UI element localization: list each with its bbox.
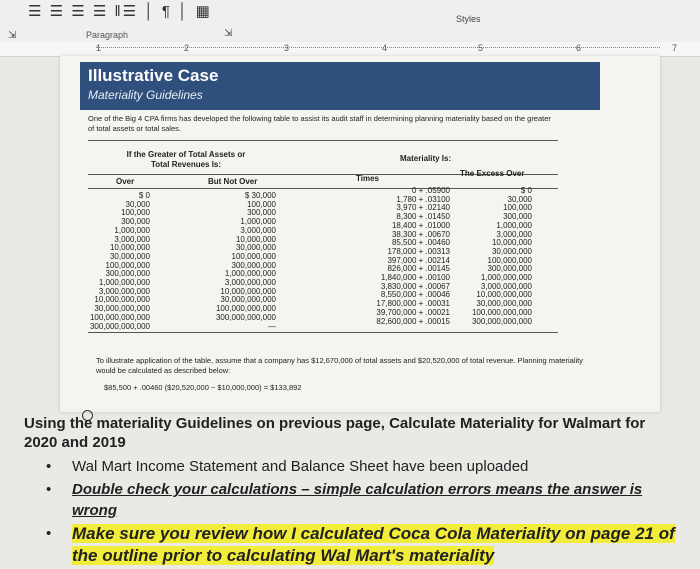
table-cell: 18,400 + .01000 [391,220,450,230]
table-cell: — [268,321,276,331]
table-cell: 100,000,000 [231,251,276,261]
col-header-excess: The Excess Over [460,169,525,178]
table-cell: 178,000 + .00313 [387,246,450,256]
divider [88,332,558,333]
paragraph-tools-icons[interactable]: ☰ ☰ ☰ ☰ ‖☰ │ ¶ │ ▦ [28,3,212,20]
table-cell: 30,000,000 [109,251,150,261]
table-cell: $ 30,000 [244,191,276,200]
col-header-over: Over [116,177,135,186]
intro-paragraph: One of the Big 4 CPA firms has developed the following table to assist its audit staff in determining planning materiality based on the greater of total assets or total sales. [88,114,551,133]
table-cell: 300,000,000,000 [215,312,276,322]
table-cell: 1,840,000 + .00100 [380,273,450,283]
table-cell: 30,000 [507,194,532,204]
styles-group-label: Styles [456,14,481,24]
table-cell: 10,000,000 [235,234,276,244]
table-cell: 1,000,000 [496,220,532,230]
bullet-list [40,456,680,569]
ruler-number: 5 [478,43,484,53]
bullet-icon: • [46,525,52,542]
ruler-number: 4 [382,43,388,53]
table-cell: 0 + .05900 [411,186,450,195]
table-cell: 397,000 + .00214 [387,255,450,265]
table-cell: 300,000 [247,208,276,218]
table-cell: 1,780 + .03100 [396,194,450,204]
table-cell: 30,000,000 [491,246,532,256]
table-cell: 30,000,000,000 [220,295,276,305]
table-cell: 100,000 [121,208,150,218]
ruler[interactable] [0,42,700,57]
table-cell: 10,000,000 [109,243,150,253]
table-cell: 3,000,000,000 [98,286,150,296]
table-cell: 3,000,000 [496,229,532,239]
table-cell: 10,000,000,000 [220,286,276,296]
col-but-not-over-values [180,192,276,331]
bullet-icon: • [46,481,52,498]
table-cell: 100,000,000,000 [89,312,150,322]
bullet-text: Double check your calculations – simple calculation errors means the answer is wrong [72,481,643,519]
case-banner [80,62,600,110]
table-cell: 1,000,000 [114,225,150,235]
table-cell: 826,000 + .00145 [387,264,450,274]
table-cell: 17,800,000 + .00031 [376,299,450,309]
table-cell: 30,000,000,000 [476,299,532,309]
col-header-but-not-over: But Not Over [208,177,258,186]
table-cell: 30,000,000 [235,243,276,253]
group-right-header: Materiality Is: [400,154,452,163]
table-cell: 3,000,000,000 [224,278,276,288]
table-cell: 100,000,000 [105,260,150,270]
ruler-number: 7 [672,43,678,53]
question-text: Using the materiality Guidelines on previous page, Calculate Materiality for Walmart for 2020 and 2019 [24,415,646,451]
table-cell: $ 0 [138,191,150,200]
bullet-icon: • [46,458,52,475]
col-header-times: Times [356,174,379,183]
bullet-item [40,456,680,477]
table-cell: 100,000 [247,199,276,209]
table-cell: 1,000,000,000 [98,278,150,288]
table-cell: 3,000,000 [240,225,276,235]
table-cell: 300,000 [121,217,150,227]
table-cell: $ 0 [520,186,532,195]
divider [88,140,558,141]
table-cell: 3,970 + .02140 [396,203,450,213]
table-cell: 3,000,000 [114,234,150,244]
table-cell: 100,000,000,000 [215,304,276,314]
table-cell: 10,000,000 [491,238,532,248]
col-over-values [80,192,150,331]
paragraph-launcher-icon[interactable]: ⇲ [224,28,233,39]
table-cell: 300,000,000 [487,264,532,274]
table-cell: 3,830,000 + .00067 [380,281,450,291]
case-title: Illustrative Case [88,66,219,85]
footnote: To illustrate application of the table, assume that a company has $12,670,000 of total assets and $20,520,000 of total revenue. Planning materiality would be calculated as described below: [96,356,583,375]
table-cell: 300,000 [503,212,532,222]
table-cell: 300,000,000 [231,260,276,270]
ruler-number: 1 [96,43,102,53]
table-cell: 85,500 + .00460 [391,238,450,248]
table-cell: 82,600,000 + .00015 [376,316,450,326]
table-cell: 38,300 + .00670 [391,229,450,239]
bullet-text-highlighted: Make sure you review how I calculated Coca Cola Materiality on page 21 of the outline prior to calculating Wal Mart's materiality [72,524,675,565]
case-subtitle: Materiality Guidelines [88,88,203,102]
col-excess-values [440,187,532,326]
bullet-item [40,479,680,521]
table-cell: 100,000,000,000 [471,307,532,317]
dialog-launcher-icon[interactable]: ⇲ [8,30,17,41]
table-cell: 10,000,000,000 [94,295,150,305]
bullet-text: Wal Mart Income Statement and Balance Sheet have been uploaded [72,458,529,475]
ruler-number: 2 [184,43,190,53]
paragraph-group-label: Paragraph [86,30,129,40]
table-cell: 100,000 [503,203,532,213]
table-cell: 30,000 [125,199,150,209]
ruler-number: 6 [576,43,582,53]
ruler-number: 3 [284,43,290,53]
table-cell: 8,300 + .01450 [396,212,450,222]
table-cell: 10,000,000,000 [476,290,532,300]
table-cell: 30,000,000,000 [94,304,150,314]
document-page[interactable] [60,56,660,412]
ribbon-toolbar [0,0,700,43]
table-cell: 1,000,000 [240,217,276,227]
group-left-header: If the Greater of Total Assets or Total Revenues Is: [126,150,246,169]
bullet-item [40,523,680,567]
table-cell: 300,000,000,000 [89,321,150,331]
table-cell: 8,550,000 + .00046 [380,290,450,300]
table-cell: 1,000,000,000 [480,273,532,283]
col-times-values [330,187,450,326]
table-cell: 300,000,000 [105,269,150,279]
calculation-example: $85,500 + .00460 ($20,520,000 − $10,000,000) = $133,892 [104,383,302,392]
table-cell: 3,000,000,000 [480,281,532,291]
table-cell: 300,000,000,000 [471,316,532,326]
table-cell: 39,700,000 + .00021 [376,307,450,317]
table-cell: 100,000,000 [487,255,532,265]
table-cell: 1,000,000,000 [224,269,276,279]
